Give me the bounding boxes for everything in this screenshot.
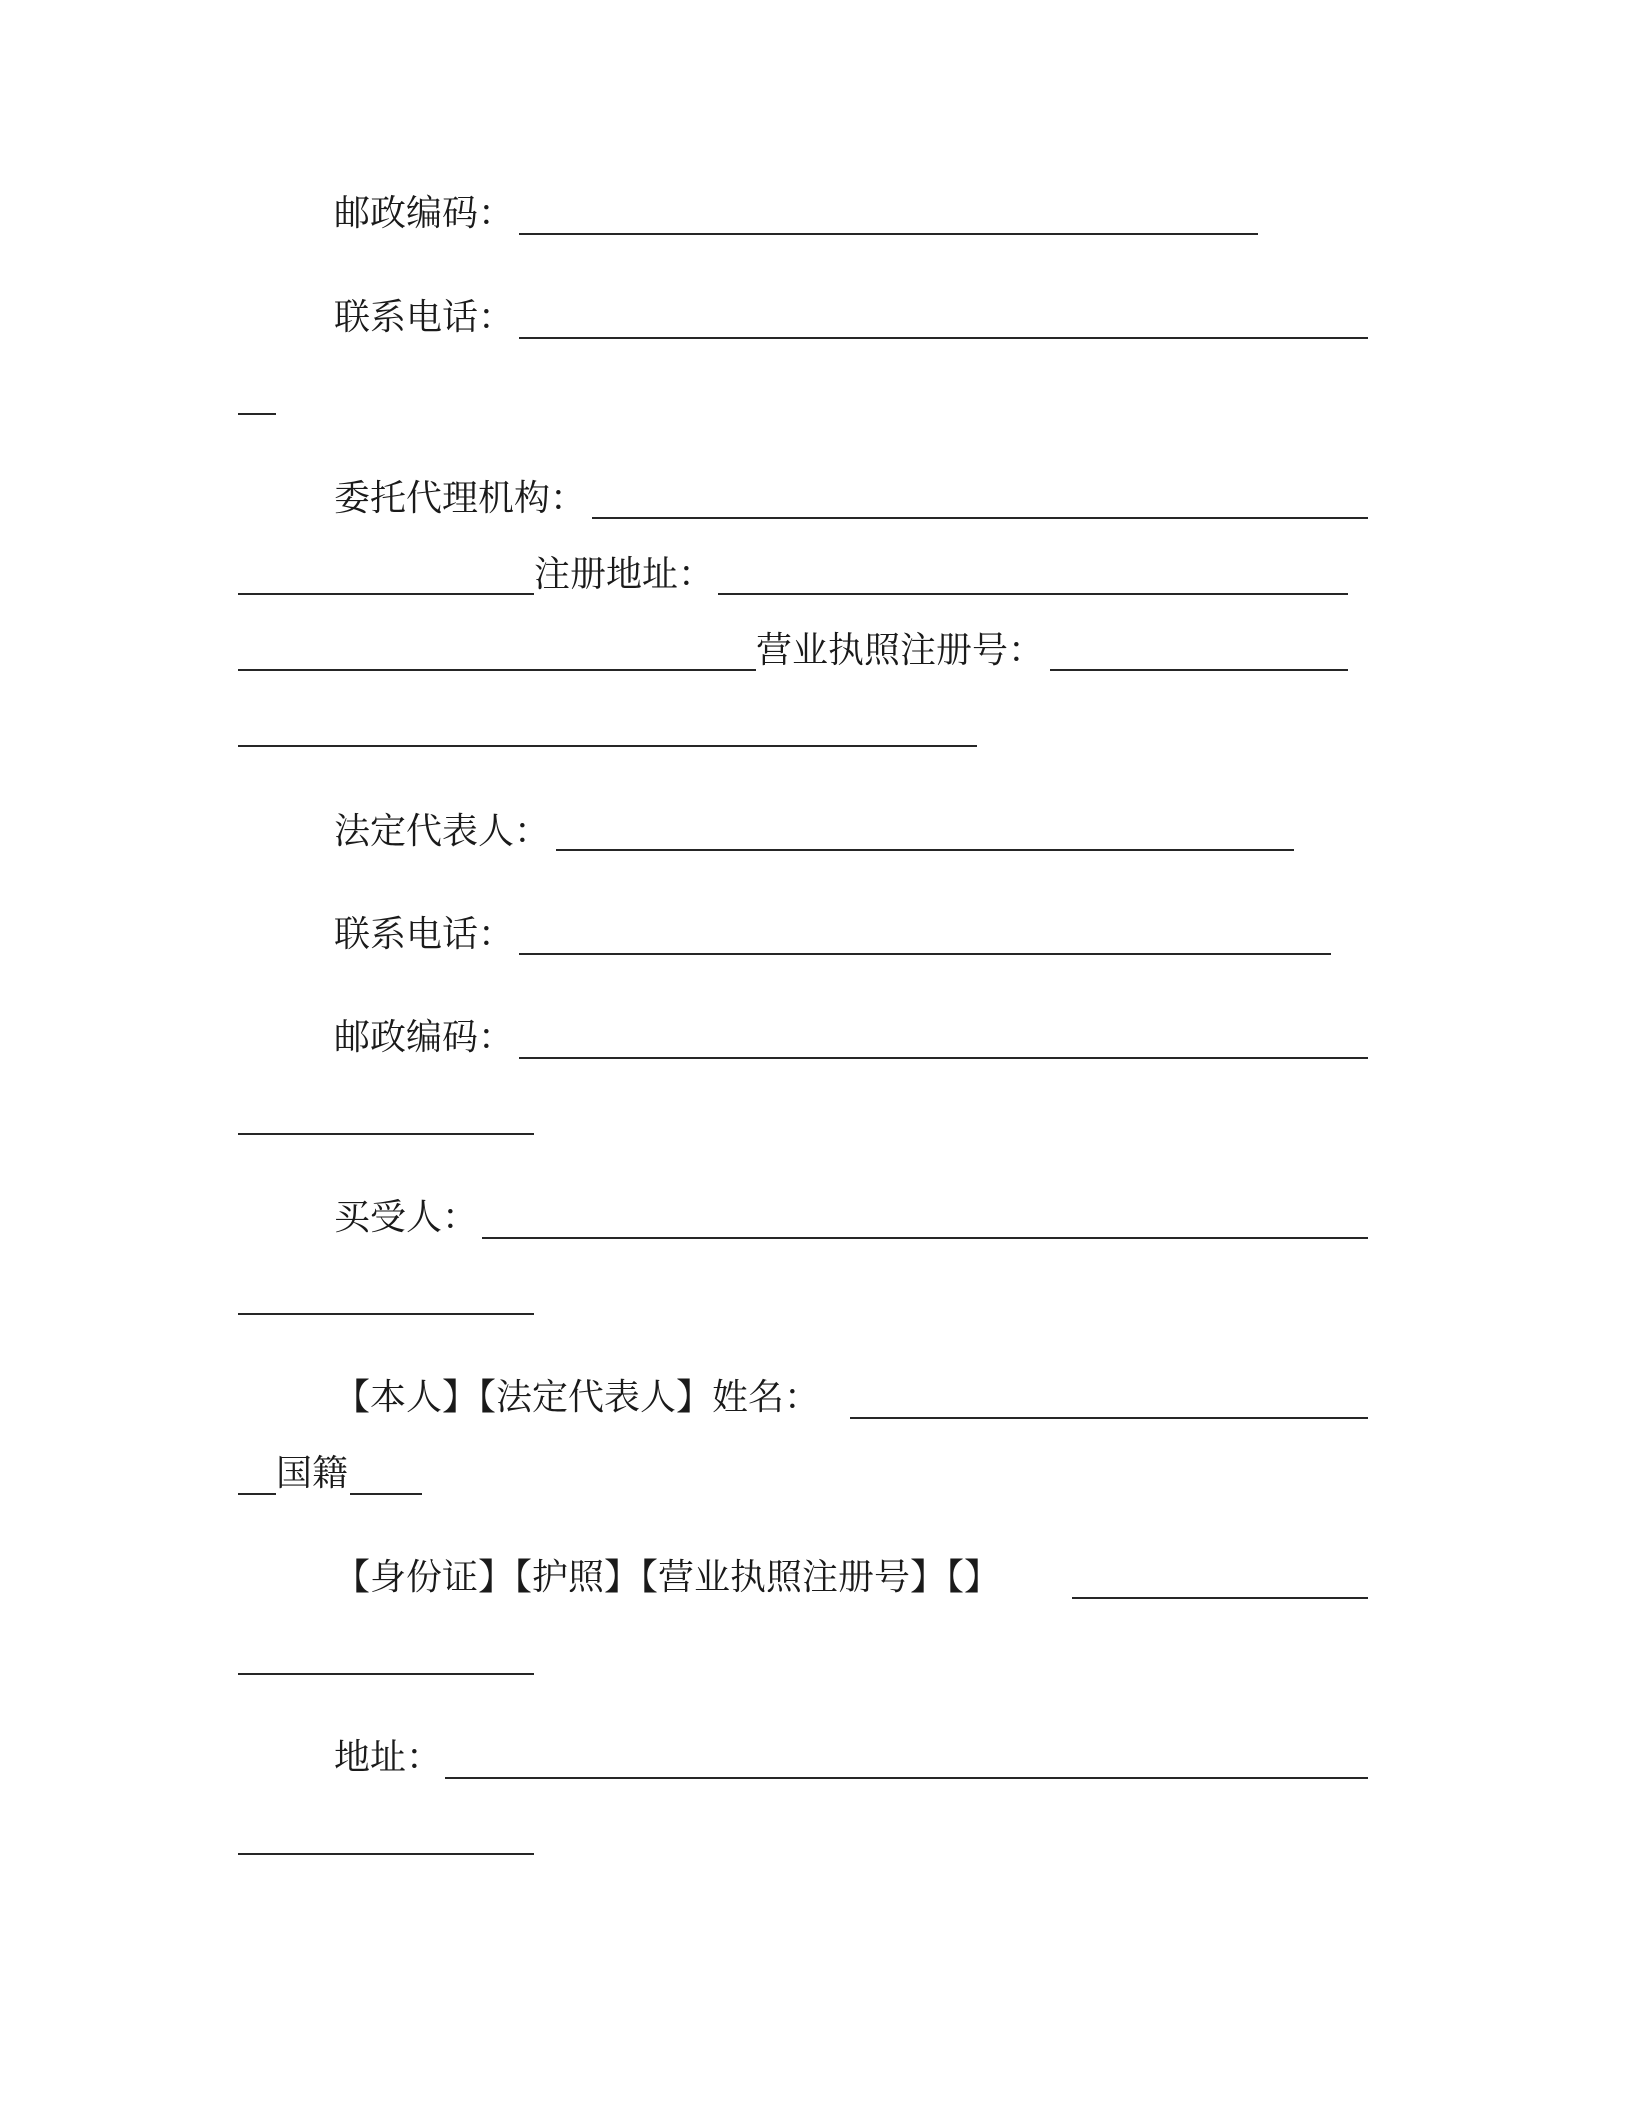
agency-field-continuation[interactable] (238, 593, 534, 595)
name-field-continuation[interactable] (238, 1493, 276, 1495)
nationality-field[interactable] (350, 1493, 422, 1495)
agency-phone-label: 联系电话： (334, 914, 515, 955)
business-license-field[interactable] (1050, 669, 1348, 671)
business-license-label: 营业执照注册号： (756, 630, 1045, 671)
id-type-label: 【身份证】【护照】【营业执照注册号】【】 (334, 1557, 1001, 1598)
id-number-continuation[interactable] (238, 1673, 534, 1675)
agency-postal-code-field[interactable] (519, 1057, 1368, 1059)
identity-name-label: 【本人】【法定代表人】姓名： (334, 1377, 821, 1418)
postal-code-label: 邮政编码： (334, 193, 515, 234)
agency-postal-code-label: 邮政编码： (334, 1017, 515, 1058)
postal-code-field[interactable] (519, 233, 1258, 235)
address-label: 地址： (334, 1737, 443, 1778)
registered-address-label: 注册地址： (534, 554, 715, 595)
registered-address-field[interactable] (718, 593, 1348, 595)
phone-field-continuation[interactable] (238, 413, 276, 415)
buyer-label: 买受人： (334, 1197, 479, 1238)
buyer-field[interactable] (482, 1237, 1368, 1239)
buyer-field-continuation[interactable] (238, 1313, 534, 1315)
phone-field[interactable] (519, 337, 1368, 339)
agency-field[interactable] (592, 517, 1368, 519)
address-field[interactable] (445, 1777, 1368, 1779)
id-number-field[interactable] (1072, 1597, 1368, 1599)
legal-rep-field[interactable] (556, 849, 1294, 851)
agency-label: 委托代理机构： (334, 478, 587, 519)
business-license-continuation[interactable] (238, 745, 977, 747)
address-field-continuation[interactable] (238, 1853, 534, 1855)
name-field[interactable] (850, 1417, 1368, 1419)
agency-postal-code-continuation[interactable] (238, 1133, 534, 1135)
phone-label: 联系电话： (334, 297, 515, 338)
nationality-label: 国籍 (276, 1453, 349, 1494)
legal-rep-label: 法定代表人： (334, 811, 551, 852)
registered-address-continuation[interactable] (238, 669, 756, 671)
agency-phone-field[interactable] (519, 953, 1331, 955)
